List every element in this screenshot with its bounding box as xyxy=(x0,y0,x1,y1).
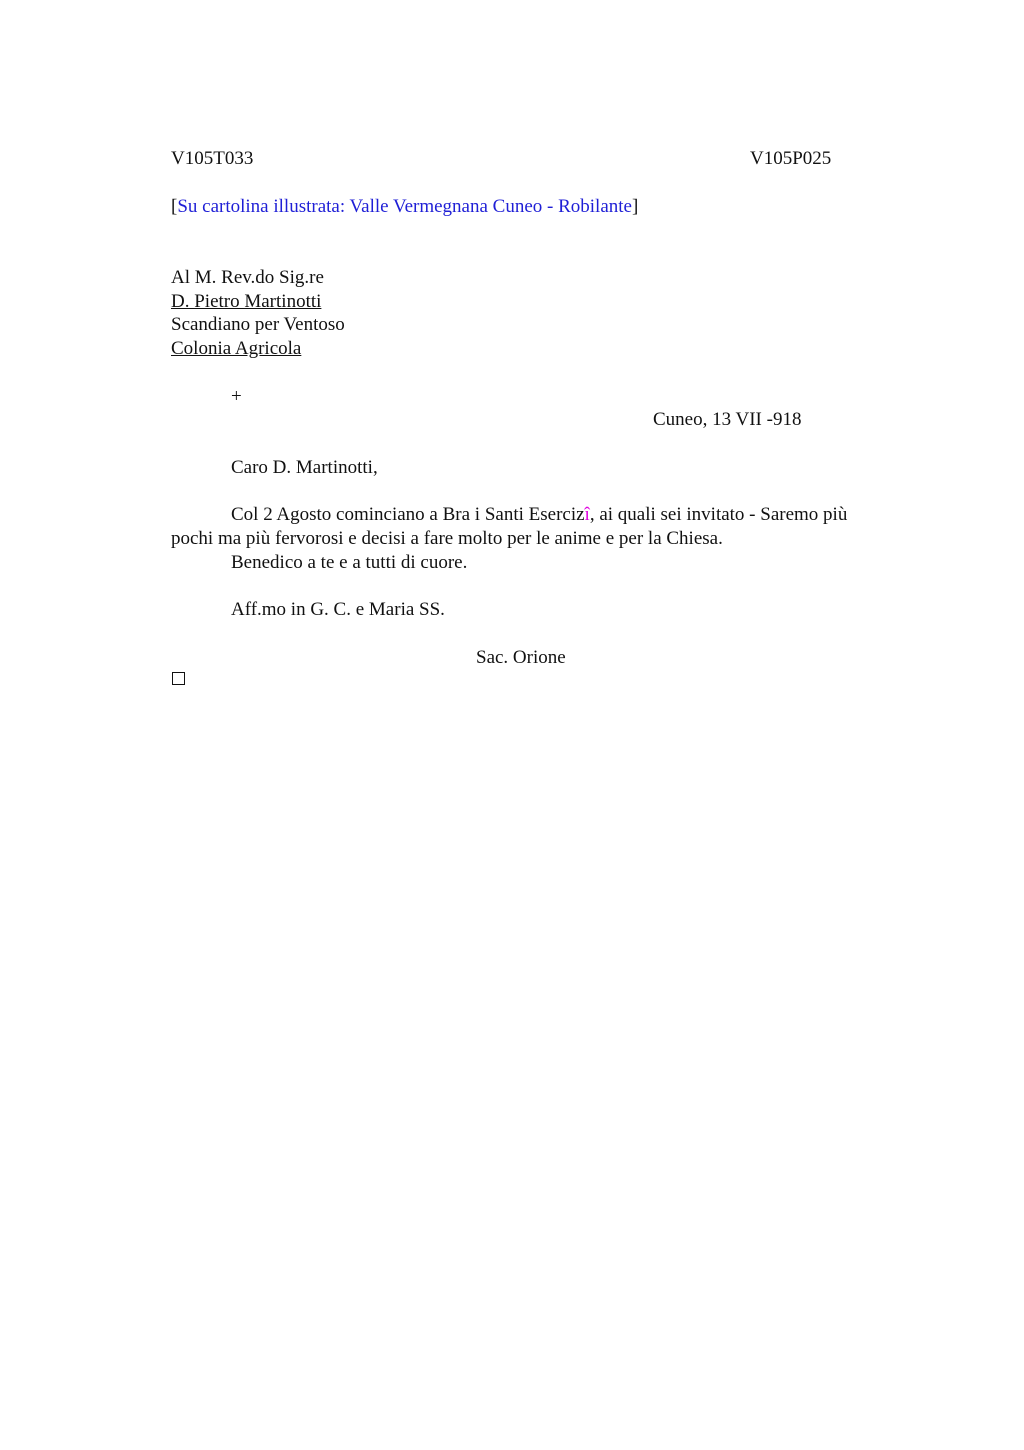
accent-mark: î xyxy=(584,504,590,525)
body-text-before-mark: Col 2 Agosto cominciano a Bra i Santi Eserciz xyxy=(231,504,585,525)
letter-date: Cuneo, 13 VII -918 xyxy=(653,409,802,430)
document-code-right: V105P025 xyxy=(750,148,832,169)
body-paragraph-1-line-1 xyxy=(231,503,847,527)
address-line-4: Colonia Agricola xyxy=(171,338,302,359)
address-line-1: Al M. Rev.do Sig.re xyxy=(171,267,324,288)
note-close-bracket: ] xyxy=(631,196,639,217)
editorial-note xyxy=(171,195,638,219)
checkbox-icon xyxy=(172,672,185,685)
body-paragraph-1-line-2: pochi ma più fervorosi e decisi a fare molto per le anime e per la Chiesa. xyxy=(171,528,723,549)
document-code-left: V105T033 xyxy=(171,148,254,169)
note-text: Su cartolina illustrata: Valle Vermegnana Cuneo - Robilante xyxy=(177,196,632,217)
closing: Aff.mo in G. C. e Maria SS. xyxy=(231,599,445,620)
body-paragraph-2: Benedico a te e a tutti di cuore. xyxy=(231,552,468,573)
salutation: Caro D. Martinotti, xyxy=(231,457,378,478)
address-line-3: Scandiano per Ventoso xyxy=(171,314,345,335)
note-open-bracket: [ xyxy=(171,196,178,217)
address-line-2: D. Pietro Martinotti xyxy=(171,291,322,312)
cross-symbol: + xyxy=(231,386,242,407)
signature: Sac. Orione xyxy=(476,647,566,668)
body-text-after-mark: , ai quali sei invitato - Saremo più xyxy=(589,504,848,525)
